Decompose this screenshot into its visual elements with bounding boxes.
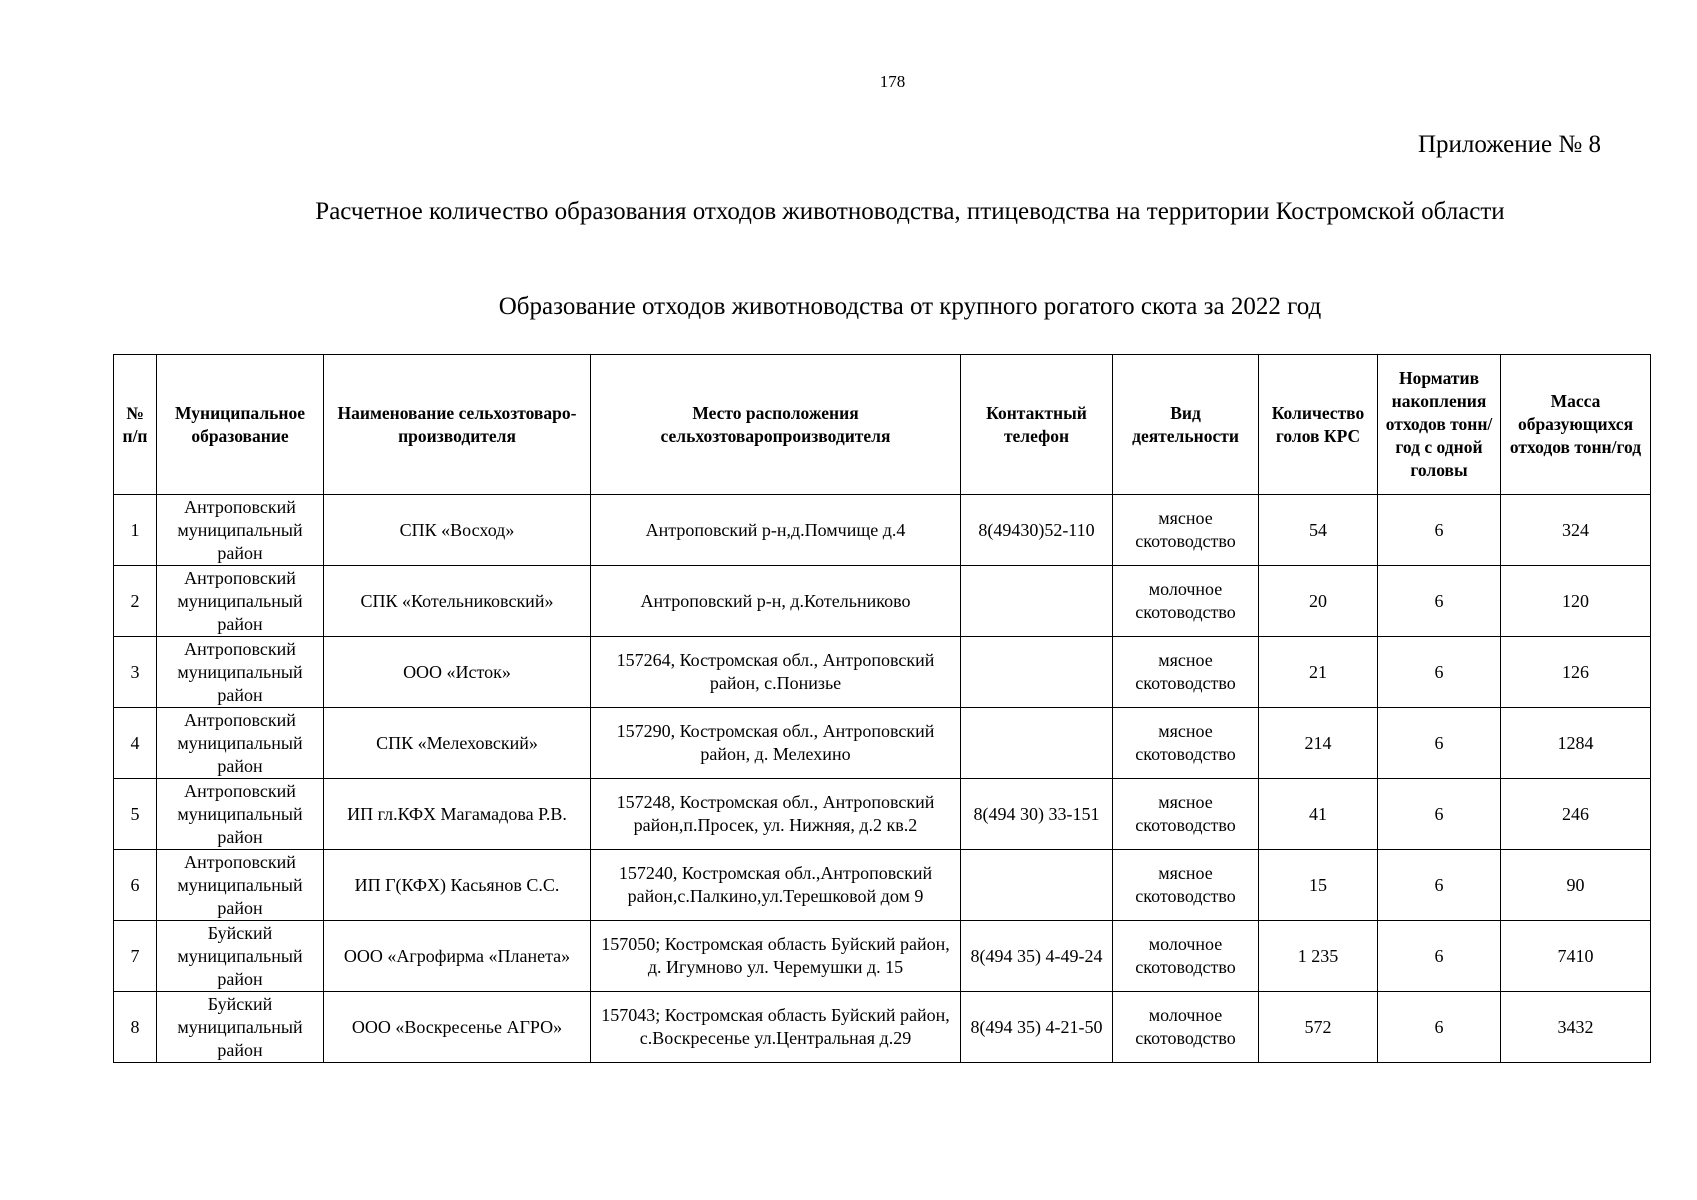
cell-producer: ООО «Воскресенье АГРО»: [324, 992, 591, 1063]
cell-location: 157043; Костромская область Буйский район, с.Воскресенье ул.Центральная д.29: [591, 992, 961, 1063]
cell-phone: 8(494 35) 4-21-50: [961, 992, 1113, 1063]
cell-municipality: Антроповский муниципальный район: [157, 850, 324, 921]
cell-norm: 6: [1378, 566, 1501, 637]
cell-number: 3: [114, 637, 157, 708]
cell-producer: СПК «Котельниковский»: [324, 566, 591, 637]
header-norm: Норматив накопления отходов тонн/год с одной головы: [1378, 355, 1501, 495]
cell-mass: 7410: [1501, 921, 1651, 992]
cell-location: 157050; Костромская область Буйский район, д. Игумново ул. Черемушки д. 15: [591, 921, 961, 992]
cell-phone: [961, 850, 1113, 921]
header-producer: Наименование сельхозтоваро-производителя: [324, 355, 591, 495]
table-row: [114, 708, 1651, 779]
cell-municipality: Антроповский муниципальный район: [157, 495, 324, 566]
table-row: [114, 850, 1651, 921]
cell-head-count: 1 235: [1259, 921, 1378, 992]
cell-norm: 6: [1378, 779, 1501, 850]
cell-norm: 6: [1378, 992, 1501, 1063]
cell-phone: [961, 566, 1113, 637]
cell-municipality: Антроповский муниципальный район: [157, 708, 324, 779]
cell-phone: 8(49430)52-110: [961, 495, 1113, 566]
cell-activity: молочное скотоводство: [1113, 992, 1259, 1063]
cell-phone: [961, 708, 1113, 779]
header-mass: Масса образующихся отходов тонн/год: [1501, 355, 1651, 495]
cell-number: 6: [114, 850, 157, 921]
cell-norm: 6: [1378, 850, 1501, 921]
cell-activity: мясное скотоводство: [1113, 779, 1259, 850]
cell-number: 8: [114, 992, 157, 1063]
cell-mass: 126: [1501, 637, 1651, 708]
cell-number: 2: [114, 566, 157, 637]
cell-activity: мясное скотоводство: [1113, 708, 1259, 779]
cell-mass: 3432: [1501, 992, 1651, 1063]
table-header-row: [114, 355, 1651, 495]
page-number: 178: [879, 72, 906, 91]
cell-mass: 1284: [1501, 708, 1651, 779]
cell-mass: 120: [1501, 566, 1651, 637]
cell-producer: СПК «Восход»: [324, 495, 591, 566]
cell-head-count: 15: [1259, 850, 1378, 921]
cell-phone: 8(494 30) 33-151: [961, 779, 1113, 850]
cell-producer: СПК «Мелеховский»: [324, 708, 591, 779]
header-activity: Вид деятельности: [1113, 355, 1259, 495]
cell-producer: ИП Г(КФХ) Касьянов С.С.: [324, 850, 591, 921]
cell-producer: ИП гл.КФХ Магамадова Р.В.: [324, 779, 591, 850]
header-head-count: Количество голов КРС: [1259, 355, 1378, 495]
cell-number: 1: [114, 495, 157, 566]
header-phone: Контактный телефон: [961, 355, 1113, 495]
cell-municipality: Антроповский муниципальный район: [157, 566, 324, 637]
cell-head-count: 41: [1259, 779, 1378, 850]
cell-activity: молочное скотоводство: [1113, 921, 1259, 992]
cell-location: 157290, Костромская обл., Антроповский район, д. Мелехино: [591, 708, 961, 779]
cell-activity: мясное скотоводство: [1113, 495, 1259, 566]
appendix-label: Приложение № 8: [1417, 131, 1601, 158]
cell-location: Антроповский р-н, д.Котельниково: [591, 566, 961, 637]
cell-head-count: 21: [1259, 637, 1378, 708]
cell-phone: 8(494 35) 4-49-24: [961, 921, 1113, 992]
cell-norm: 6: [1378, 495, 1501, 566]
cell-municipality: Антроповский муниципальный район: [157, 779, 324, 850]
cell-location: 157248, Костромская обл., Антроповский район,п.Просек, ул. Нижняя, д.2 кв.2: [591, 779, 961, 850]
cell-location: Антроповский р-н,д.Помчище д.4: [591, 495, 961, 566]
table-row: [114, 992, 1651, 1063]
cell-norm: 6: [1378, 708, 1501, 779]
cell-location: 157240, Костромская обл.,Антроповский район,с.Палкино,ул.Терешковой дом 9: [591, 850, 961, 921]
table-row: [114, 566, 1651, 637]
cell-activity: мясное скотоводство: [1113, 850, 1259, 921]
cell-municipality: Буйский муниципальный район: [157, 921, 324, 992]
document-title: Расчетное количество образования отходов животноводства, птицеводства на территории Костромской области: [315, 198, 1505, 225]
table-row: [114, 637, 1651, 708]
header-number: № п/п: [114, 355, 157, 495]
cell-number: 7: [114, 921, 157, 992]
cell-norm: 6: [1378, 637, 1501, 708]
cell-mass: 246: [1501, 779, 1651, 850]
cell-norm: 6: [1378, 921, 1501, 992]
table-row: [114, 779, 1651, 850]
table-row: [114, 921, 1651, 992]
cell-activity: молочное скотоводство: [1113, 566, 1259, 637]
cell-activity: мясное скотоводство: [1113, 637, 1259, 708]
cell-producer: ООО «Исток»: [324, 637, 591, 708]
cell-mass: 324: [1501, 495, 1651, 566]
cell-number: 5: [114, 779, 157, 850]
cell-phone: [961, 637, 1113, 708]
header-municipality: Муниципальное образование: [157, 355, 324, 495]
cell-mass: 90: [1501, 850, 1651, 921]
table-row: [114, 495, 1651, 566]
cell-head-count: 54: [1259, 495, 1378, 566]
cell-municipality: Антроповский муниципальный район: [157, 637, 324, 708]
cell-producer: ООО «Агрофирма «Планета»: [324, 921, 591, 992]
cell-municipality: Буйский муниципальный район: [157, 992, 324, 1063]
waste-table: [113, 354, 1651, 1063]
header-location: Место расположения сельхозтоваропроизводителя: [591, 355, 961, 495]
cell-number: 4: [114, 708, 157, 779]
cell-head-count: 20: [1259, 566, 1378, 637]
cell-head-count: 214: [1259, 708, 1378, 779]
cell-location: 157264, Костромская обл., Антроповский район, с.Понизье: [591, 637, 961, 708]
cell-head-count: 572: [1259, 992, 1378, 1063]
table-title: Образование отходов животноводства от крупного рогатого скота за 2022 год: [498, 293, 1322, 320]
